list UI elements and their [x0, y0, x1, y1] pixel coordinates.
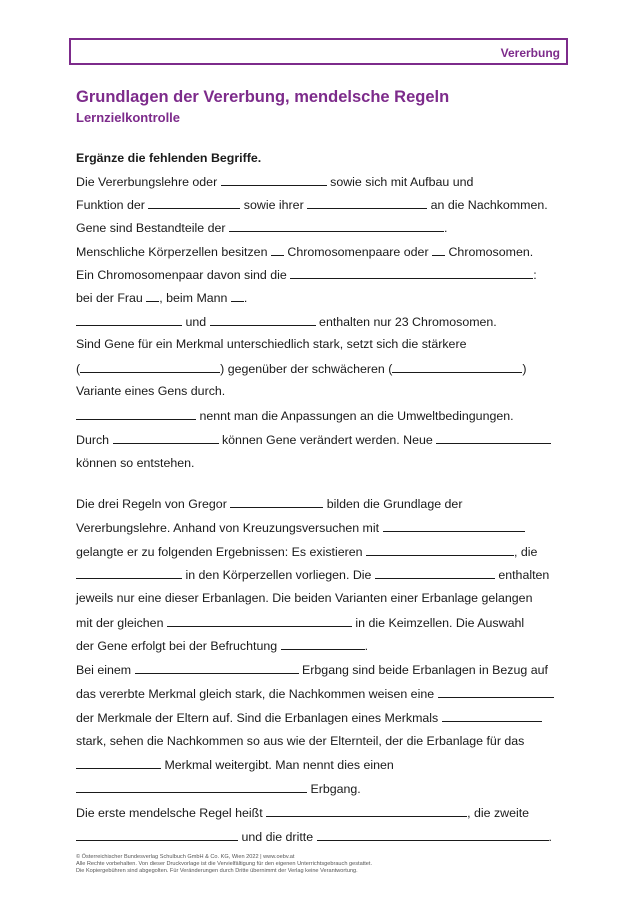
text-line-6 — [76, 290, 247, 306]
text-segment: Merkmal weitergibt. Man nennt dies einen — [164, 758, 394, 772]
text-line-24 — [76, 734, 524, 749]
blank-field[interactable] — [230, 496, 323, 508]
blank-field[interactable] — [210, 314, 316, 326]
text-line-26 — [76, 781, 361, 797]
text-segment: ) gegenüber der schwächeren ( — [220, 362, 393, 376]
text-segment: : — [533, 268, 537, 282]
text-segment: Variante eines Gens durch. — [76, 384, 226, 398]
blank-field[interactable] — [266, 805, 467, 817]
blank-field[interactable] — [76, 781, 307, 793]
footer-rights: Alle Rechte vorbehalten. Von dieser Druckvorlage ist die Vervielfältigung für den eigenen Unterrichtsgebrauch gestattet. — [76, 861, 373, 867]
text-segment: gelangte er zu folgenden Ergebnissen: Es existieren — [76, 545, 363, 559]
text-segment: Die drei Regeln von Gregor — [76, 497, 227, 511]
text-line-22 — [76, 686, 554, 702]
text-segment: und die dritte — [241, 830, 314, 844]
text-line-18 — [76, 591, 532, 606]
text-segment: in den Körperzellen vorliegen. Die — [185, 568, 372, 582]
text-segment: , die zweite — [467, 806, 530, 820]
text-segment: Chromosomen. — [448, 245, 534, 259]
blank-field[interactable] — [375, 567, 495, 579]
text-segment: Die Vererbungslehre oder — [76, 175, 218, 189]
text-line-21 — [76, 662, 548, 678]
text-segment: Gene sind Bestandteile der — [76, 221, 226, 235]
text-segment: bilden die Grundlage der — [326, 497, 463, 511]
text-line-14 — [76, 496, 462, 512]
blank-field[interactable] — [438, 686, 554, 698]
text-segment: Vererbungslehre. Anhand von Kreuzungsversuchen mit — [76, 521, 380, 535]
text-line-19 — [76, 615, 524, 631]
text-segment: , beim Mann — [159, 291, 228, 305]
text-line-1 — [76, 174, 473, 190]
text-line-16 — [76, 544, 537, 560]
blank-field[interactable] — [167, 615, 352, 627]
page-title: Grundlagen der Vererbung, mendelsche Regeln — [76, 88, 450, 106]
text-segment: in die Keimzellen. Die Auswahl — [355, 616, 525, 630]
text-line-25 — [76, 757, 394, 773]
blank-field[interactable] — [76, 757, 161, 769]
text-line-17 — [76, 567, 549, 583]
text-line-7 — [76, 314, 497, 330]
task-instruction: Ergänze die fehlenden Begriffe. — [76, 151, 262, 165]
blank-field[interactable] — [76, 829, 238, 841]
header-box — [69, 38, 568, 65]
text-segment: . — [364, 639, 369, 653]
text-segment: Die erste mendelsche Regel heißt — [76, 806, 263, 820]
text-line-20 — [76, 638, 368, 654]
blank-field[interactable] — [76, 567, 182, 579]
text-segment: stark, sehen die Nachkommen so aus wie der Elternteil, der die Erbanlage für das — [76, 734, 525, 748]
text-segment: Sind Gene für ein Merkmal unterschiedlich stark, setzt sich die stärkere — [76, 337, 467, 351]
text-line-28 — [76, 829, 552, 845]
text-line-2 — [76, 197, 548, 213]
blank-field[interactable] — [383, 520, 525, 532]
text-segment: das vererbte Merkmal gleich stark, die Nachkommen weisen eine — [76, 687, 435, 701]
text-segment: Bei einem — [76, 663, 132, 677]
blank-field[interactable] — [307, 197, 427, 209]
text-segment: Menschliche Körperzellen besitzen — [76, 245, 268, 259]
blank-field[interactable] — [366, 544, 514, 556]
blank-field[interactable] — [392, 361, 522, 373]
blank-field[interactable] — [135, 662, 299, 674]
text-segment: sowie ihrer — [243, 198, 304, 212]
blank-field[interactable] — [80, 361, 220, 373]
blank-field[interactable] — [146, 290, 159, 302]
footer-copyright: © Österreichischer Bundesverlag Schulbuch GmbH & Co. KG, Wien 2022 | www.oebv.at — [76, 854, 295, 860]
text-segment: enthalten nur 23 Chromosomen. — [319, 315, 497, 329]
text-segment: der Merkmale der Eltern auf. Sind die Erbanlagen eines Merkmals — [76, 711, 439, 725]
blank-field[interactable] — [231, 290, 244, 302]
text-segment: . — [548, 830, 552, 844]
text-line-13 — [76, 456, 195, 471]
blank-field[interactable] — [148, 197, 240, 209]
text-segment: ( — [76, 362, 81, 376]
text-segment: an die Nachkommen. — [430, 198, 548, 212]
text-line-5 — [76, 267, 537, 283]
text-segment: der Gene erfolgt bei der Befruchtung — [76, 639, 278, 653]
text-segment: können Gene verändert werden. Neue — [221, 433, 433, 447]
text-line-23 — [76, 710, 542, 726]
text-line-3 — [76, 220, 447, 236]
text-segment: und — [185, 315, 207, 329]
text-segment: . — [243, 291, 248, 305]
text-line-12 — [76, 432, 551, 448]
text-line-10 — [76, 384, 225, 399]
text-segment: , die — [514, 545, 538, 559]
text-line-4 — [76, 244, 533, 260]
page-subtitle: Lernzielkontrolle — [76, 110, 181, 125]
blank-field[interactable] — [290, 267, 533, 279]
text-segment: enthalten — [498, 568, 550, 582]
text-segment: Chromosomenpaare oder — [287, 245, 429, 259]
text-segment: Erbgang. — [310, 782, 361, 796]
blank-field[interactable] — [76, 314, 182, 326]
text-line-27 — [76, 805, 529, 821]
text-segment: Ein Chromosomenpaar davon sind die — [76, 268, 287, 282]
text-segment: Funktion der — [76, 198, 145, 212]
text-segment: sowie sich mit Aufbau und — [330, 175, 474, 189]
blank-field[interactable] — [436, 432, 551, 444]
text-line-8 — [76, 337, 466, 352]
blank-field[interactable] — [229, 220, 444, 232]
blank-field[interactable] — [113, 432, 219, 444]
blank-field[interactable] — [317, 829, 549, 841]
text-segment: ) — [522, 362, 527, 376]
text-segment: können so entstehen. — [76, 456, 195, 470]
blank-field[interactable] — [76, 408, 196, 420]
blank-field[interactable] — [281, 638, 365, 650]
blank-field[interactable] — [271, 244, 284, 256]
text-segment: bei der Frau — [76, 291, 143, 305]
header-label: Vererbung — [500, 46, 560, 60]
blank-field[interactable] — [442, 710, 542, 722]
blank-field[interactable] — [221, 174, 327, 186]
text-segment: Erbgang sind beide Erbanlagen in Bezug auf — [302, 663, 548, 677]
text-segment: nennt man die Anpassungen an die Umweltbedingungen. — [199, 409, 514, 423]
text-segment: mit der gleichen — [76, 616, 164, 630]
blank-field[interactable] — [432, 244, 445, 256]
text-line-9 — [76, 361, 526, 377]
footer-fees: Die Kopiergebühren sind abgegolten. Für Veränderungen durch Dritte übernimmt der Verlag keine Verantwortung. — [76, 868, 358, 874]
text-line-15 — [76, 520, 525, 536]
text-line-11 — [76, 408, 514, 424]
text-segment: jeweils nur eine dieser Erbanlagen. Die beiden Varianten einer Erbanlage gelangen — [76, 591, 533, 605]
text-segment: Durch — [76, 433, 110, 447]
text-segment: . — [443, 221, 448, 235]
